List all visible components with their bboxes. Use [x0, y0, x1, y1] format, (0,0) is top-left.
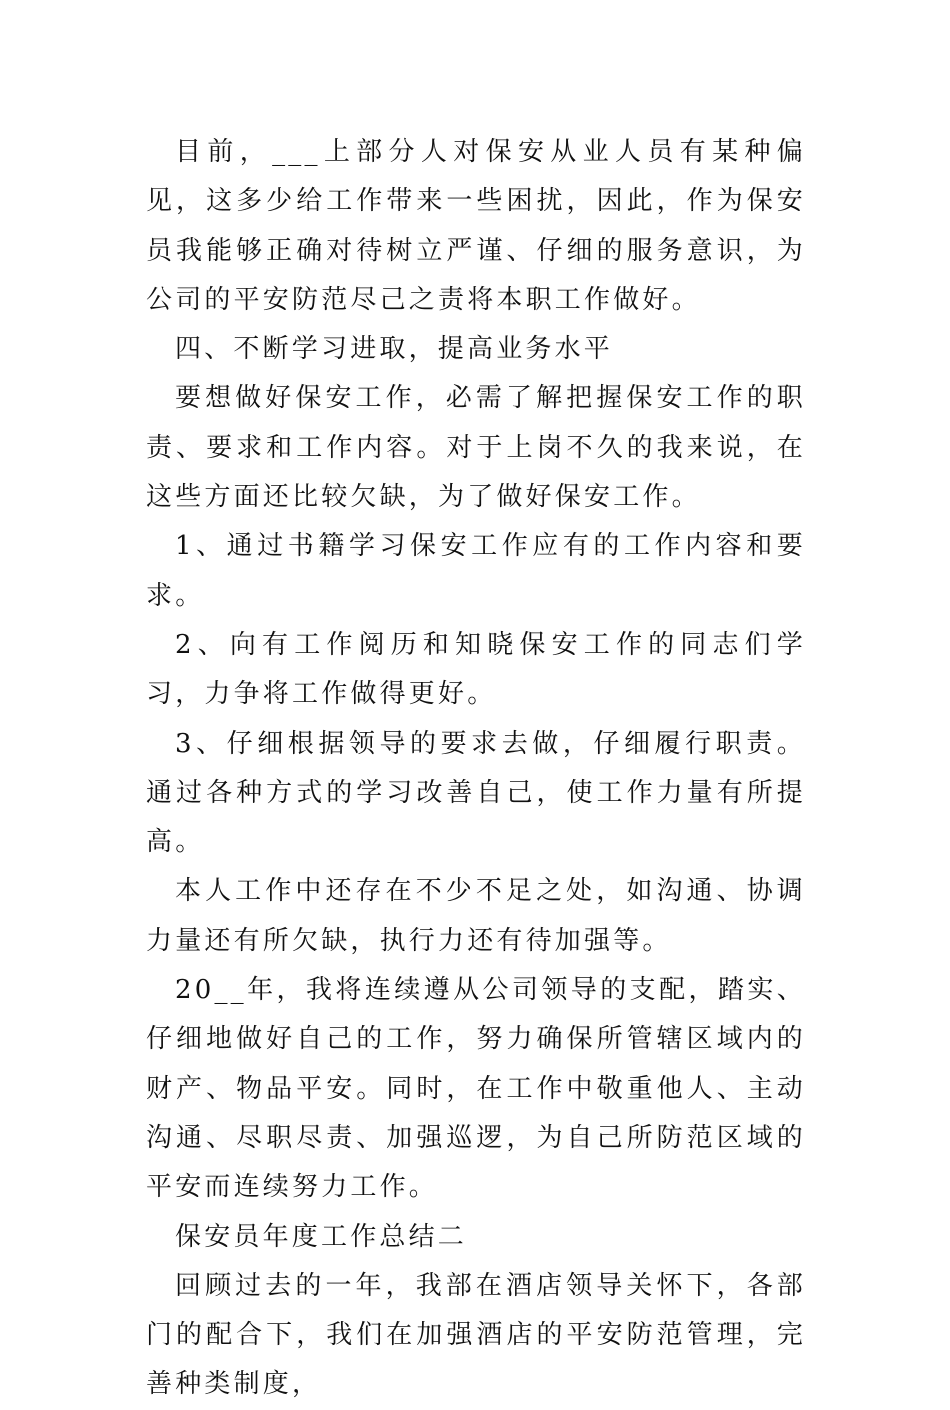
paragraph-attitude: 目前，___上部分人对保安从业人员有某种偏见，这多少给工作带来一些困扰，因此，作为保安员我能够正确对待树立严谨、仔细的服务意识，为公司的平安防范尽己之责将本职工作做好。 — [146, 137, 806, 315]
list-item-3: 3、仔细根据领导的要求去做，仔细履行职责。通过各种方式的学习改善自己，使工作力量有所提高。 — [146, 728, 806, 858]
section-heading-learning: 四、不断学习进取，提高业务水平 — [175, 334, 614, 365]
section-title-summary-two: 保安员年度工作总结二 — [175, 1221, 468, 1252]
document-body — [146, 128, 806, 1410]
paragraph-review: 回顾过去的一年，我部在酒店领导关怀下，各部门的配合下，我们在加强酒店的平安防范管理，完善种类制度， — [146, 1270, 806, 1400]
paragraph-learning-intro: 要想做好保安工作，必需了解把握保安工作的职责、要求和工作内容。对于上岗不久的我来说，在这些方面还比较欠缺，为了做好保安工作。 — [146, 383, 806, 513]
paragraph-shortcomings: 本人工作中还存在不少不足之处，如沟通、协调力量还有所欠缺，执行力还有待加强等。 — [146, 876, 806, 956]
paragraph-plan: 20__年，我将连续遵从公司领导的支配，踏实、仔细地做好自己的工作，努力确保所管辖区域内的财产、物品平安。同时，在工作中敬重他人、主动沟通、尽职尽责、加强巡逻，为自己所防范区域的平安而连续努力工作。 — [146, 975, 806, 1203]
list-item-1: 1、通过书籍学习保安工作应有的工作内容和要求。 — [146, 531, 806, 611]
list-item-2: 2、向有工作阅历和知晓保安工作的同志们学习，力争将工作做得更好。 — [146, 629, 806, 710]
